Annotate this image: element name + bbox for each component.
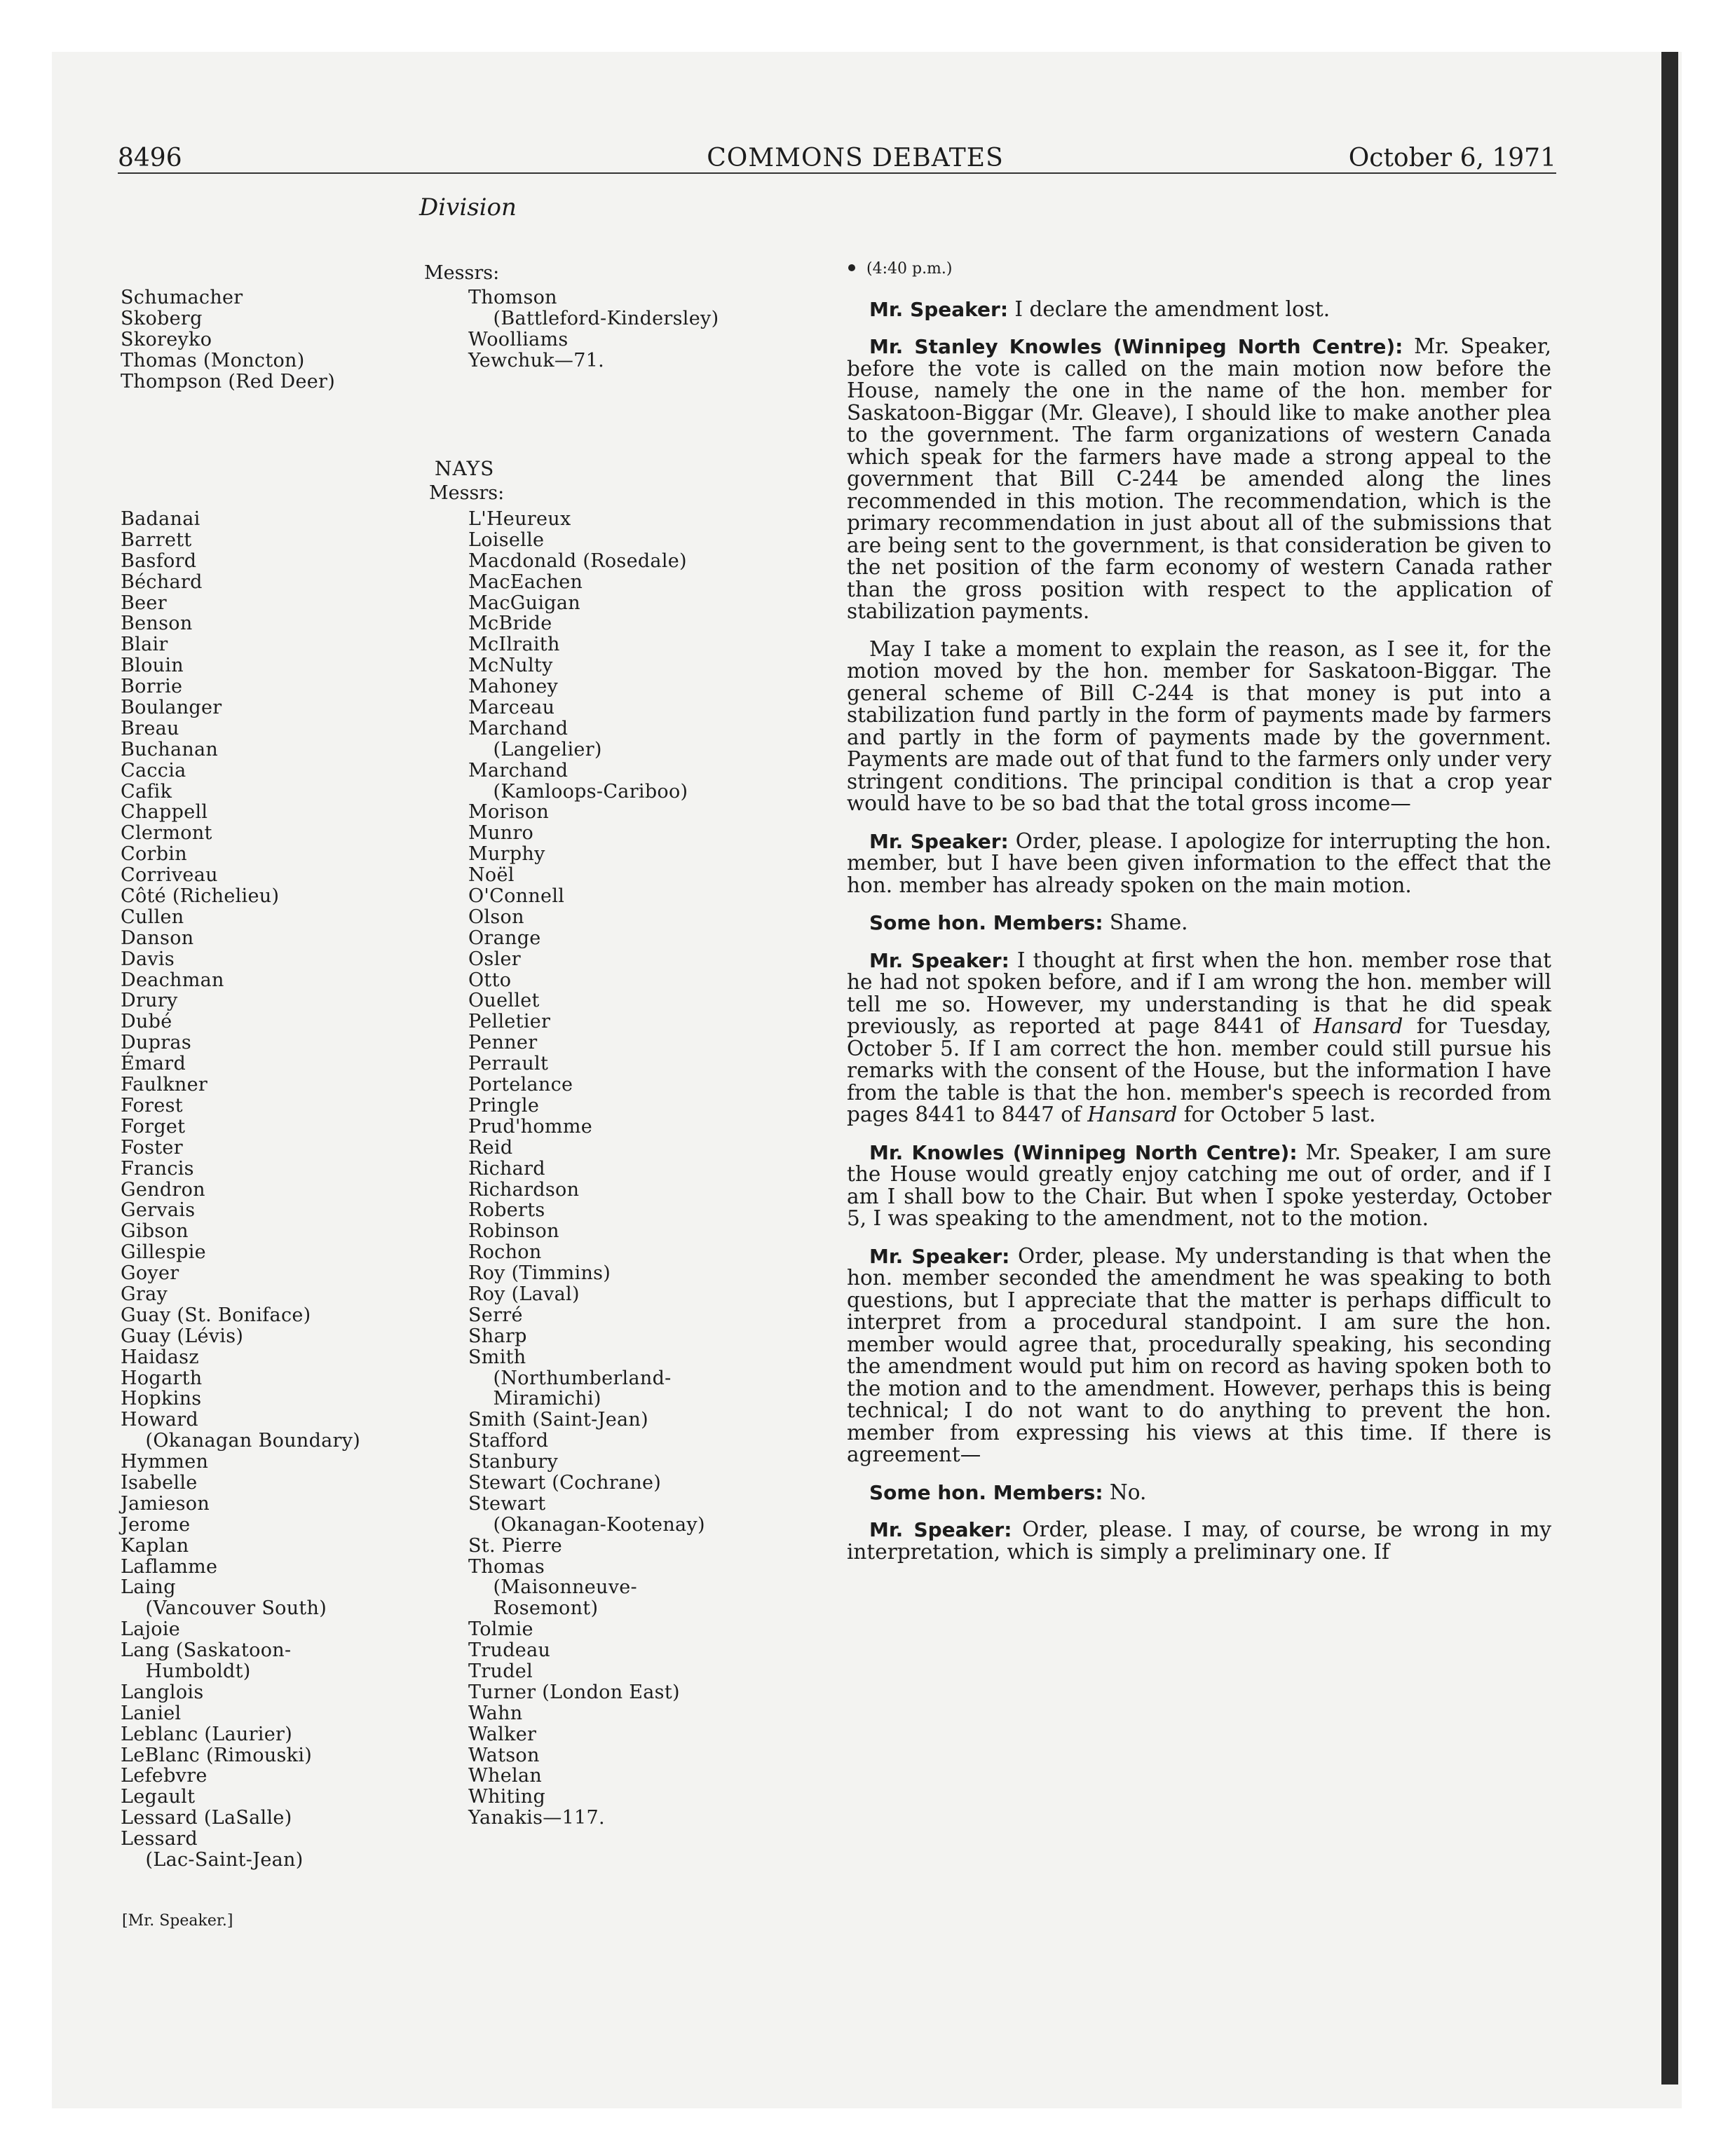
member-name: Watson [468,1744,540,1766]
member-name: Osler [468,948,522,970]
scan-edge-shadow [1661,52,1678,2085]
speaker-name: Mr. Knowles (Winnipeg North Centre): [869,1140,1298,1164]
member-name: Morison [468,801,550,824]
member-name: Tolmie [468,1618,533,1641]
member-name: Émard [121,1053,186,1075]
speech-text: Mr. Speaker, before the vote is called on the main motion now before the House, namely the one in the name of the hon. member for Saskatoon-Biggar (Mr. Gleave), I should like to make another plea to the government. The farm organizations of western Canada which speak for the farmers have made a strong appeal to the government that Bill C-244 be amended along the lines recommended in this motion. The recommendation, which is the primary recommendation in just about all of the submissions that are being sent to the government, is that consideration be given to the net position of the farm economy of western Canada rather than the gross position with respect to the application of stabilization payments. [847,334,1551,623]
member-name: (Okanagan Boundary) [121,1430,361,1452]
time-text: (4:40 p.m.) [866,260,953,278]
member-name: Davis [121,948,175,970]
member-name: Whiting [468,1786,546,1808]
member-name: Béchard [121,571,203,593]
member-name: Hopkins [121,1388,202,1410]
member-name: Woolliams [468,328,569,350]
nays-column-2 [468,509,705,1829]
member-name: Barrett [121,528,192,551]
member-name: Stanbury [468,1451,559,1473]
member-name: Portelance [468,1074,573,1096]
publication-title: COMMONS DEBATES [707,144,1004,172]
member-name: Boulanger [121,697,222,719]
member-name: Lessard [121,1828,198,1850]
speech-text: I thought at first when the hon. member rose that he had not spoken before, and if I am wrong the hon. member will tell me so. However, my understanding is that he did speak previously, as reported at page 8441 of [847,948,1551,1038]
member-name: Faulkner [121,1074,208,1096]
paragraph [847,1142,1551,1230]
member-name: Smith (Saint-Jean) [468,1409,648,1431]
member-name: Jerome [121,1513,191,1536]
member-name: Skoberg [121,307,203,329]
member-name: Smith [468,1346,526,1368]
member-name: Richardson [468,1178,580,1201]
member-name: Thomas (Moncton) [121,349,305,371]
member-name: Kaplan [121,1534,189,1557]
member-name: (Okanagan-Kootenay) [468,1513,705,1536]
member-name: Lefebvre [121,1765,207,1787]
member-name: Serré [468,1304,523,1326]
member-name: Gervais [121,1199,196,1222]
speech-text: I declare the amendment lost. [1008,296,1331,321]
yeas-column-2 [468,287,719,371]
bullet-icon [848,264,855,271]
nays-messrs-label: Messrs: [429,482,505,504]
member-name: (Langelier) [468,738,602,760]
paragraph [847,296,1551,321]
member-name: Buchanan [121,738,219,760]
page-number: 8496 [118,144,182,172]
member-name: Langlois [121,1681,204,1703]
member-name: Benson [121,613,193,635]
member-name: Lessard (LaSalle) [121,1807,292,1829]
member-name: Sharp [468,1325,527,1347]
member-name: Roberts [468,1199,545,1222]
member-name: Laing [121,1576,176,1599]
member-name: Roy (Laval) [468,1283,580,1305]
paragraph [847,950,1551,1126]
member-name: (Northumberland- [468,1367,672,1389]
member-name: Penner [468,1032,538,1054]
member-name: Breau [121,717,179,739]
member-name: (Battleford-Kindersley) [468,307,719,329]
speaker-name: Mr. Speaker: [869,948,1009,972]
member-name: Yanakis—117. [468,1807,605,1829]
speaker-name: Some hon. Members: [869,911,1103,934]
nays-column-1 [121,509,360,1871]
member-name: Stafford [468,1430,549,1452]
member-name: Rochon [468,1241,542,1264]
member-name: Robinson [468,1220,559,1243]
member-name: Danson [121,927,194,949]
hansard-italic: Hansard [1313,1014,1403,1038]
member-name: Rosemont) [468,1597,599,1620]
speaker-name: Mr. Speaker: [869,829,1009,853]
member-name: Marceau [468,697,555,719]
member-name: Deachman [121,969,224,991]
speech-text: Shame. [1103,910,1188,934]
paragraph [847,636,1551,815]
yeas-column-1 [121,287,335,392]
member-name: Basford [121,550,197,572]
member-name: Jamieson [121,1492,210,1515]
member-name: Loiselle [468,528,545,551]
member-name: Schumacher [121,287,243,308]
member-name: Ouellet [468,990,540,1012]
member-name: Guay (Lévis) [121,1325,244,1347]
debate-column [847,258,1551,1578]
member-name: Thompson (Red Deer) [121,370,336,393]
speech-text: Order, please. I may, of course, be wrong in my interpretation, which is simply a preliminary one. If [847,1517,1551,1564]
member-name: Marchand [468,717,569,739]
speaker-name: Mr. Speaker: [869,297,1009,321]
nays-heading: NAYS [435,457,495,480]
paragraph [847,1519,1551,1563]
speech-text: for Tuesday, October 5. If I am correct the hon. member could still pursue his remarks with the consent of the House, but the information I have from the table is that the hon. member's speech is recorded from pages 8441 to 8447 of [847,1014,1551,1126]
continuation-note: [Mr. Speaker.] [122,1912,233,1930]
member-name: Walker [468,1723,537,1745]
paragraph [847,336,1551,623]
member-name: Chappell [121,801,208,824]
speaker-name: Mr. Speaker: [869,1518,1012,1541]
speech-text: May I take a moment to explain the reason, as I see it, for the motion moved by the hon. member for Saskatoon-Biggar. The general scheme of Bill C-244 is that money is put into a stabilization fund partly in the form of payments made by farmers and partly in the form of payments made by the government. Payments are made out of that fund to the farmers only under very stringent conditions. The principal condition is that a crop year would have to be so bad that the total gross income— [847,636,1551,815]
member-name: McBride [468,613,552,635]
member-name: (Kamloops-Cariboo) [468,780,688,803]
member-name: Stewart [468,1492,546,1515]
member-name: (Vancouver South) [121,1597,327,1620]
member-name: Olson [468,906,524,928]
member-name: Prud'homme [468,1115,592,1138]
member-name: Cullen [121,906,184,928]
speech-text: Order, please. I apologize for interrupting the hon. member, but I have been given information to the effect that the hon. member has already spoken on the main motion. [847,828,1551,897]
page-date: October 6, 1971 [1348,144,1556,172]
member-name: Côté (Richelieu) [121,885,280,908]
member-name: Gendron [121,1178,205,1201]
member-name: Dupras [121,1032,191,1054]
member-name: Thomas [468,1555,545,1578]
member-name: Laniel [121,1702,182,1724]
member-name: Miramichi) [468,1388,601,1410]
member-name: Isabelle [121,1471,198,1494]
paragraph [847,1243,1551,1466]
member-name: L'Heureux [468,508,571,530]
member-name: St. Pierre [468,1534,563,1557]
member-name: Gillespie [121,1241,206,1264]
member-name: Legault [121,1786,196,1808]
paragraph [847,912,1551,934]
member-name: Macdonald (Rosedale) [468,550,687,572]
member-name: Lang (Saskatoon- [121,1639,292,1662]
member-name: McIlraith [468,634,560,656]
yeas-messrs-label: Messrs: [424,262,500,284]
member-name: Caccia [121,759,186,782]
speech-text: No. [1103,1480,1147,1504]
hansard-italic: Hansard [1087,1103,1178,1126]
member-name: Trudeau [468,1639,551,1662]
member-name: Murphy [468,843,545,866]
member-name: O'Connell [468,885,565,908]
member-name: Skoreyko [121,328,212,350]
member-name: Haidasz [121,1346,199,1368]
member-name: Gray [121,1283,168,1305]
member-name: Yewchuk—71. [468,349,605,371]
speech-text: Mr. Speaker, I am sure the House would greatly enjoy catching me out of order, and if I am I shall bow to the Chair. But when I spoke yesterday, October 5, I was speaking to the amendment, not to the motion. [847,1140,1551,1230]
member-name: Laflamme [121,1555,218,1578]
member-name: Foster [121,1136,183,1159]
member-name: Turner (London East) [468,1681,680,1703]
member-name: Lajoie [121,1618,181,1641]
member-name: Blair [121,634,168,656]
member-name: Drury [121,990,178,1012]
paragraph [847,1482,1551,1504]
member-name: Corbin [121,843,187,866]
member-name: LeBlanc (Rimouski) [121,1744,313,1766]
member-name: (Maisonneuve- [468,1576,637,1599]
member-name: Howard [121,1409,198,1431]
speech-text: for October 5 last. [1177,1103,1376,1126]
member-name: Dubé [121,1011,172,1033]
member-name: Richard [468,1157,545,1180]
member-name: Borrie [121,676,183,698]
member-name: Noël [468,864,515,887]
member-name: Hogarth [121,1367,203,1389]
member-name: Wahn [468,1702,523,1724]
member-name: Munro [468,822,534,845]
header-rule [118,172,1556,174]
member-name: Beer [121,592,167,614]
member-name: Pringle [468,1094,540,1117]
member-name: Perrault [468,1053,549,1075]
member-name: Badanai [121,508,200,530]
member-name: Forget [121,1115,186,1138]
member-name: Goyer [121,1262,179,1285]
member-name: Leblanc (Laurier) [121,1723,293,1745]
member-name: Stewart (Cochrane) [468,1471,662,1494]
member-name: Marchand [468,759,569,782]
member-name: Otto [468,969,512,991]
member-name: Pelletier [468,1011,551,1033]
member-name: Francis [121,1157,194,1180]
member-name: Cafik [121,780,172,803]
member-name: Reid [468,1136,513,1159]
member-name: Blouin [121,655,184,677]
member-name: Forest [121,1094,183,1117]
member-name: (Lac-Saint-Jean) [121,1849,304,1871]
speech-text: Order, please. My understanding is that when the hon. member seconded the amendment he was speaking to both questions, but I appreciate that the matter is perhaps difficult to interpret from a procedural standpoint. I am sure the hon. member would agree that, procedurally speaking, his seconding the amendment would put him on record as having spoken both to the motion and to the amendment. However, perhaps this is being technical; I do not want to do anything to prevent the hon. member from expressing his views at this time. If there is agreement— [847,1243,1551,1466]
member-name: Orange [468,927,541,949]
speaker-name: Some hon. Members: [869,1480,1103,1504]
member-name: Corriveau [121,864,218,887]
member-name: MacEachen [468,571,583,593]
member-name: MacGuigan [468,592,580,614]
member-name: McNulty [468,655,553,677]
member-name: Guay (St. Boniface) [121,1304,311,1326]
speaker-name: Mr. Stanley Knowles (Winnipeg North Centre): [869,335,1403,358]
member-name: Mahoney [468,676,559,698]
member-name: Hymmen [121,1451,209,1473]
time-stamp [847,258,1551,280]
member-name: Gibson [121,1220,189,1243]
member-name: Roy (Timmins) [468,1262,611,1285]
member-name: Thomson [468,287,557,308]
member-name: Clermont [121,822,212,845]
member-name: Whelan [468,1765,543,1787]
paragraph [847,828,1551,897]
division-heading: Division [419,193,517,221]
member-name: Trudel [468,1660,533,1682]
member-name: Humboldt) [121,1660,251,1682]
speaker-name: Mr. Speaker: [869,1244,1010,1268]
